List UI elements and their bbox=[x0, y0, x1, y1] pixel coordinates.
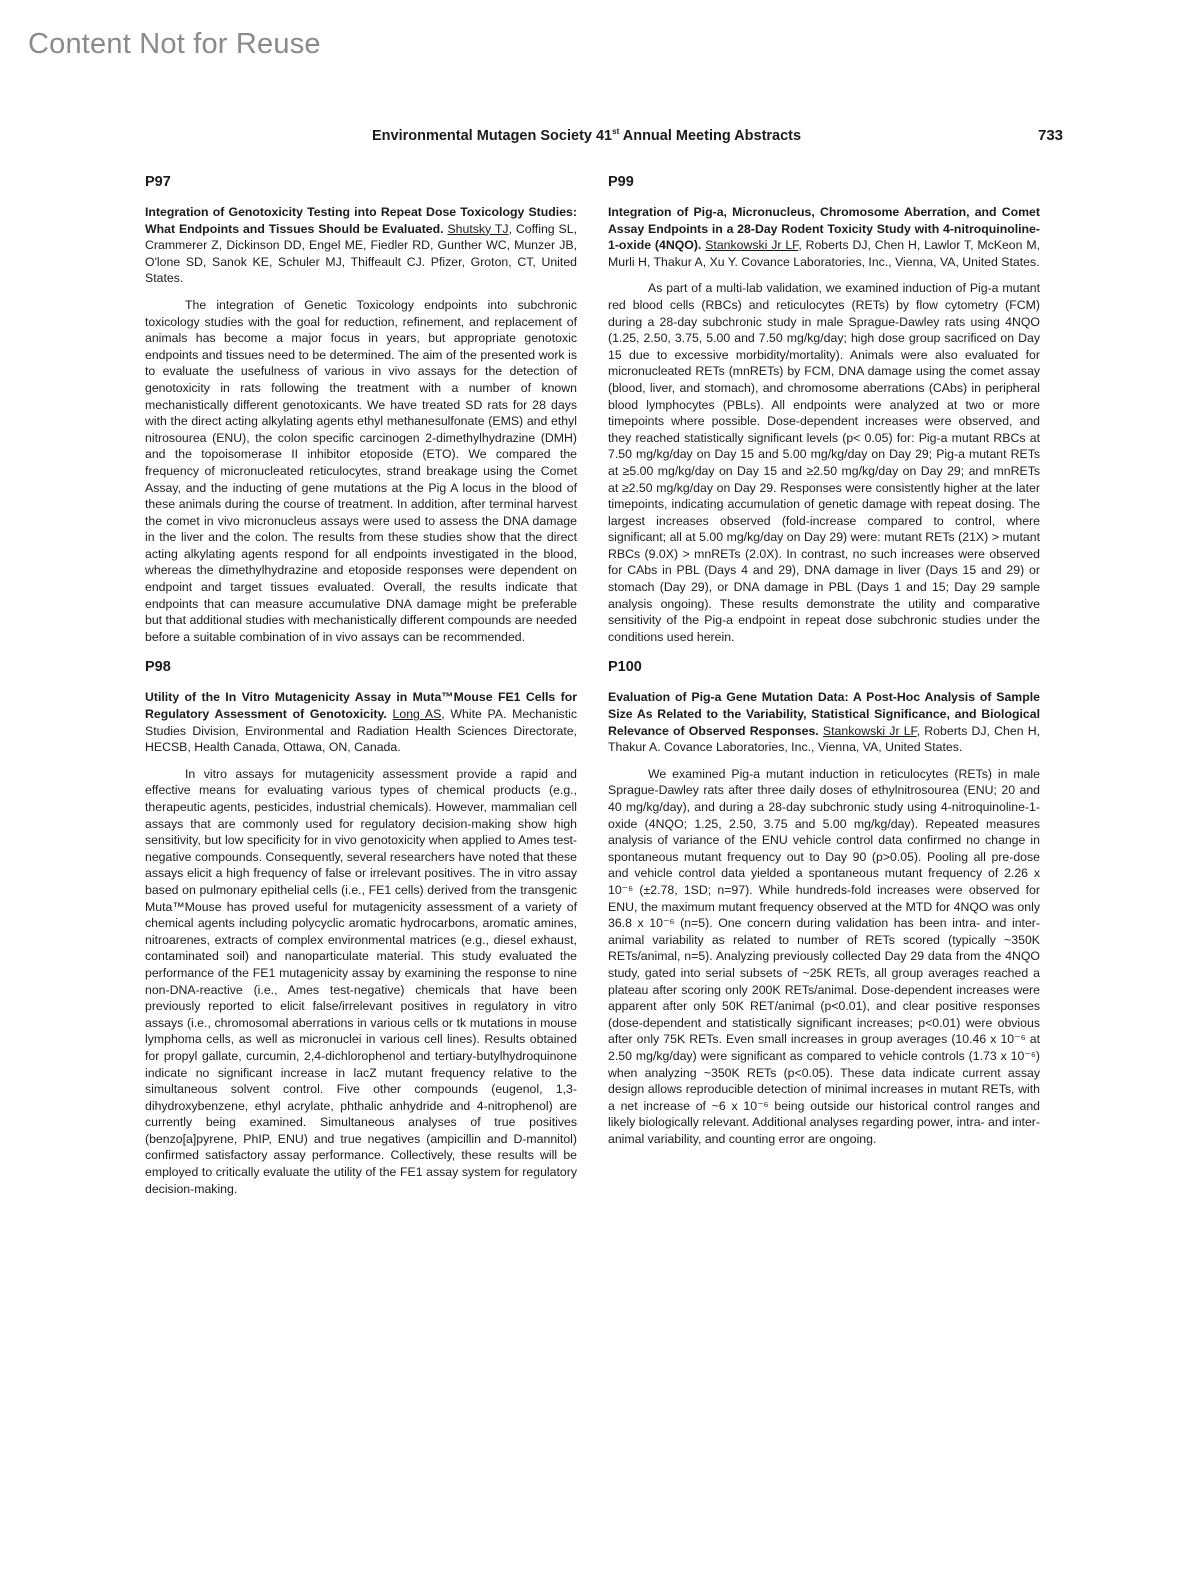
right-column bbox=[608, 174, 1040, 1161]
abstract-header bbox=[145, 204, 577, 287]
abstract-header bbox=[608, 689, 1040, 755]
running-head bbox=[372, 127, 801, 144]
abstract-title: Integration of Genotoxicity Testing into Repeat Dose Toxicology Studies: What Endpoints and Tissues Should be Evaluated. bbox=[145, 205, 577, 236]
abstract-header bbox=[608, 204, 1040, 270]
abstract-id: P100 bbox=[608, 659, 642, 676]
abstract-p100 bbox=[608, 659, 1040, 1147]
author-list: , Roberts DJ, Chen H, Thakur A. Covance Laboratories, Inc., Vienna, VA, United States. bbox=[608, 723, 1041, 755]
abstract-id: P97 bbox=[145, 174, 171, 190]
abstract-title: Utility of the In Vitro Mutagenicity Assay in Muta™Mouse FE1 Cells for Regulatory Assessment of Genotoxicity. bbox=[145, 690, 577, 722]
running-head-prefix: Environmental Mutagen Society 41 bbox=[372, 127, 613, 144]
presenting-author: Stankowski Jr LF bbox=[705, 238, 799, 253]
abstract-body: We examined Pig-a mutant induction in reticulocytes (RETs) in male Sprague-Dawley rats after three daily doses of ethylnitrosourea (ENU; 20 and 40 mg/kg/day), and during a 28-day subchronic study using 4-nitroquinoline-1-oxide (4NQO; 1.25, 2.50, 3.75 and 5.00 mg/kg/day). Repeated measures analysis of variance of the ENU vehicle control data confirmed no change in spontaneous mutant frequency out to Day 90 (p>0.05). Pooling all pre-dose and vehicle control data yielded a spontaneous mutant frequency of 2.26 x 10⁻⁶ (±2.78, 1SD; n=97). While hundreds-fold increases were observed for ENU, the maximum mutant frequency observed at the MTD for 4NQO was only 36.8 x 10⁻⁶ (n=5). One concern during validation has been intra- and inter-animal variability as related to number of RETs scored (typically ~350K RETs/animal, n=5). Analyzing previously collected Day 29 data from the 4NQO study, gated into serial subsets of ~25K RETs, all group averages reached a plateau after scoring only 200K RETs/animal. Dose-dependent increases were apparent after only 50K RET/animal (p<0.01), and clear positive responses (dose-dependent and statistically significant increases; p<0.01) were obvious after only 75K RETs. Even small increases in group averages (10.46 x 10⁻⁶ at 2.50 mg/kg/day) were significant as compared to vehicle controls (1.73 x 10⁻⁶) when analyzing ~350K RETs (p<0.05). These data indicate current assay design allows reproducible detection of minimal increases in mutant RETs, with a net increase of ~6 x 10⁻⁶ being outside our historical control ranges and likely biologically relevant. Additional analyses regarding power, intra- and inter-animal variability, and counting error are ongoing. bbox=[608, 766, 1040, 1146]
author-list: , Coffing SL, Crammerer Z, Dickinson DD, Engel ME, Fiedler RD, Gunther WC, Munzer JB, O'lone SD, Sanok KE, Schuler MJ, Thiffeault CJ. Pfizer, Groton, CT, United States. bbox=[145, 221, 577, 286]
abstract-id: P98 bbox=[145, 659, 171, 676]
presenting-author: Stankowski Jr LF bbox=[822, 723, 917, 738]
abstract-body: In vitro assays for mutagenicity assessment provide a rapid and effective means for evaluating various types of chemical products (e.g., therapeutic agents, pesticides, industrial chemicals). However, mammalian cell assays that are commonly used for regulatory decision-making show high sensitivity, but low specificity for in vivo genotoxicity when applied to Ames test-negative compounds. Consequently, several researchers have noted that these assays elicit a high frequency of false or irrelevant positives. The in vitro assay based on pulmonary epithelial cells (i.e., FE1 cells) derived from the transgenic Muta™Mouse has proved useful for mutagenicity assessment of a variety of chemical agents including polycyclic aromatic hydrocarbons, aromatic amines, nitroarenes, extracts of complex environmental matrices (e.g., diesel exhaust, contaminated soil) and nanoparticulate material. This study evaluated the performance of the FE1 mutagenicity assay by examining the response to nine non-DNA-reactive (i.e., Ames test-negative) chemicals that have been previously reported to elicit false/irrelevant positives in regulatory in vitro assays (i.e., chromosomal aberrations in various cells or tk mutations in mouse lymphoma cells, as well as micronuclei in various cell lines). Results obtained for propyl gallate, curcumin, 2,4-dichlorophenol and tertiary-butylhydroquinone indicate no significant increase in lacZ mutant frequency relative to the simultaneous solvent control. Five other compounds (eugenol, 1,3-dihydroxybenzene, ethyl acrylate, phthalic anhydride and 4-nitrophenol) are currently being examined. Simultaneous analyses of true positives (benzo[a]pyrene, PhIP, ENU) and true negatives (ampicillin and D-mannitol) confirmed satisfactory assay performance. Collectively, these results will be employed to critically evaluate the utility of the FE1 assay system for regulatory decision-making. bbox=[145, 766, 577, 1196]
presenting-author: Shutsky TJ bbox=[447, 221, 509, 236]
abstract-p98 bbox=[145, 659, 577, 1197]
abstract-body: As part of a multi-lab validation, we examined induction of Pig-a mutant red blood cells (RBCs) and reticulocytes (RETs) by flow cytometry (FCM) during a 28-day subchronic study in male Sprague-Dawley rats using 4NQO (1.25, 2.50, 3.75, 5.00 and 7.50 mg/kg/day; high dose group sacrificed on Day 15 due to excessive morbidity/mortality). Animals were also evaluated for micronucleated RETs (mnRETs) by FCM, DNA damage using the comet assay (blood, liver, and stomach), and chromosome aberrations (CAbs) in peripheral blood lymphocytes (PBLs). All endpoints were analyzed at two or more timepoints where possible. Dose-dependent increases were observed, and they reached statistically significant levels (p< 0.05) for: Pig-a mutant RBCs at 7.50 mg/kg/day on Day 15 and 5.00 mg/kg/day on Day 29; Pig-a mutant RETs at ≥5.00 mg/kg/day on Day 15 and ≥2.50 mg/kg/day on Day 29; and mnRETs at ≥2.50 mg/kg/day on Day 29. Responses were consistently higher at the later timepoints, indicating accumulation of genetic damage with repeat dosing. The largest increases observed (fold-increase compared to control, where significant; all at 5.00 mg/kg/day on Day 29) were: mutant RETs (21X) > mutant RBCs (9.0X) > mnRETs (2.0X). In contrast, no such increases were observed for CAbs in PBL (Days 4 and 29), DNA damage in liver (Days 15 and 29) or stomach (Day 29), or DNA damage in PBL (Days 1 and 15; Day 29 sample analysis ongoing). These results demonstrate the utility and comparative sensitivity of the Pig-a endpoint in repeat dose subchronic studies under the conditions used herein. bbox=[608, 281, 1040, 644]
running-head-sup: st bbox=[612, 127, 620, 136]
abstract-id: P99 bbox=[608, 174, 634, 190]
abstract-p99 bbox=[608, 174, 1040, 645]
presenting-author: Long AS bbox=[392, 707, 442, 722]
left-column bbox=[145, 174, 577, 1211]
author-list: , White PA. Mechanistic Studies Division, Environmental and Radiation Health Sciences Directorate, HECSB, Health Canada, Ottawa, ON, Canada. bbox=[145, 707, 578, 755]
page-number: 733 bbox=[1038, 127, 1064, 144]
author-list: , Roberts DJ, Chen H, Lawlor T, McKeon M, Murli H, Thakur A, Xu Y. Covance Laboratories, Inc., Vienna, VA, United States. bbox=[608, 238, 1040, 269]
abstract-p97 bbox=[145, 174, 577, 645]
running-head-suffix: Annual Meeting Abstracts bbox=[619, 127, 802, 144]
watermark: Content Not for Reuse bbox=[28, 28, 321, 60]
abstract-header bbox=[145, 689, 577, 755]
abstract-body: The integration of Genetic Toxicology endpoints into subchronic toxicology studies with the goal for reduction, refinement, and replacement of animals has become a major focus in years, but appropriate genotoxic endpoints and tissues need to be determined. The aim of the presented work is to evaluate the usefulness of various in vivo assays for the detection of genotoxicity in rats following the treatment with a number of known mechanistically different genotoxicants. We have treated SD rats for 28 days with the direct acting alkylating agents ethyl methanesulfonate (EMS) and ethyl nitrosourea (ENU), the colon specific carcinogen 2-dimethylhydrazine (DMH) and the topoisomerase II inhibitor etoposide (ETO). We compared the frequency of micronucleated reticulocytes, strand breakage using the Comet Assay, and the inducting of gene mutations at the Pig A locus in the blood of these animals during the course of treatment. In addition, after terminal harvest the comet in vivo micronucleus assays were used to assess the DNA damage in the liver and the colon. The results from these studies show that the direct acting alkylating agents respond for all endpoints investigated in the blood, whereas the dimethylhydrazine and etoposide responses were dependent on endpoint and target tissues evaluated. Overall, the results indicate that endpoints that can measure accumulative DNA damage might be preferable but that additional studies with mechanistically different compounds are needed before a suitable combination of in vivo assays can be recommended. bbox=[145, 297, 577, 644]
abstract-title: Integration of Pig-a, Micronucleus, Chromosome Aberration, and Comet Assay Endpoints in a 28-Day Rodent Toxicity Study with 4-nitroquinoline-1-oxide (4NQO). bbox=[608, 205, 1040, 253]
abstract-title: Evaluation of Pig-a Gene Mutation Data: A Post-Hoc Analysis of Sample Size As Related to the Variability, Statistical Significance, and Biological Relevance of Observed Responses. bbox=[608, 690, 1040, 738]
